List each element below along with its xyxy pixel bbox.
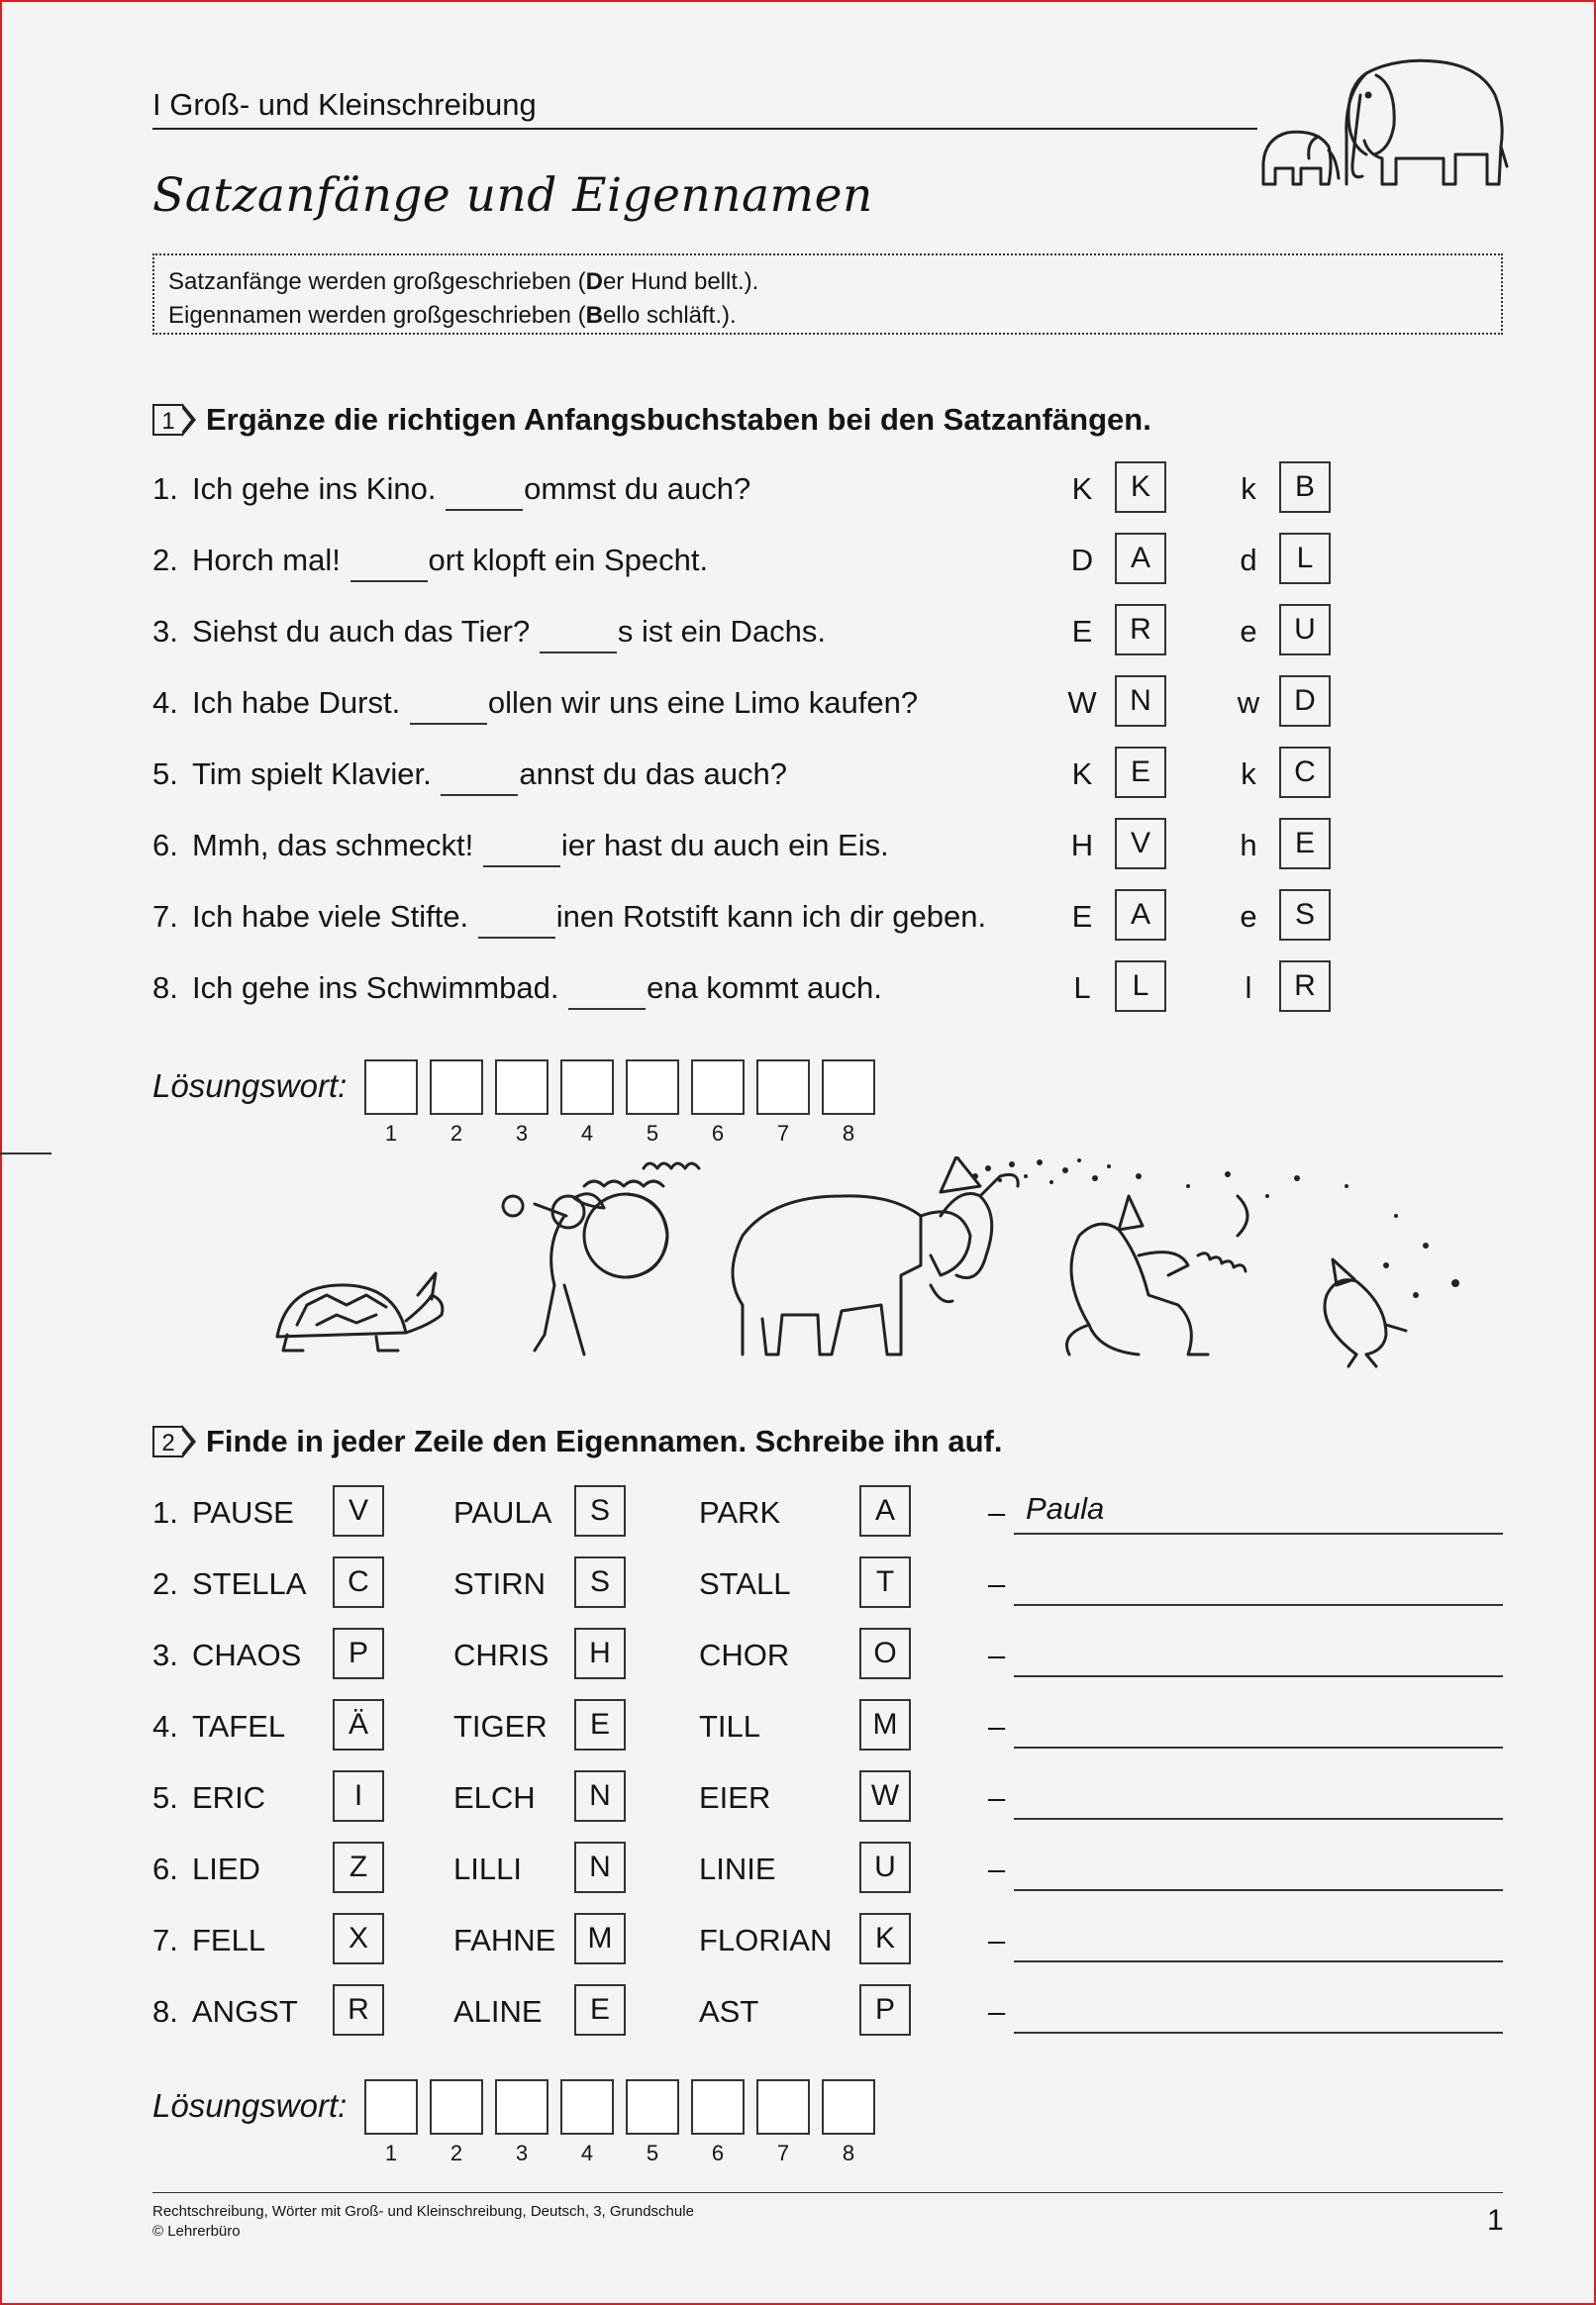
code-letter: A [874, 1494, 895, 1527]
sentence-rest: ollen wir uns eine Limo kaufen? [487, 685, 919, 720]
word-option: AST [699, 1994, 759, 2029]
code-letter: N [589, 1851, 611, 1883]
solution-box-number: 5 [646, 1121, 659, 1146]
task-number: 2 [152, 1426, 182, 1457]
footer [152, 2202, 694, 2242]
sentence-rest: ier hast du auch ein Eis. [560, 828, 889, 862]
code-letter: L [1132, 969, 1149, 1002]
solution-box-number: 6 [711, 1121, 725, 1146]
code-letter-box [333, 1913, 384, 1964]
item-number: 4. [152, 1709, 178, 1744]
solution-box-number: 1 [384, 1121, 398, 1146]
task2-heading [152, 1424, 1002, 1459]
code-letter: S [1294, 898, 1315, 931]
fill-in-blank[interactable] [478, 937, 555, 939]
solution-letter-box[interactable] [756, 2079, 810, 2135]
word-option: CHRIS [453, 1638, 549, 1672]
solution-box-number: 4 [580, 2141, 594, 2165]
code-letter-box [574, 1913, 626, 1964]
solution-box-number: 4 [580, 1121, 594, 1146]
answer-text: Paula [1026, 1491, 1105, 1526]
word-option: FLORIAN [699, 1923, 833, 1957]
solution-letter-box[interactable] [364, 1059, 418, 1115]
task-number-marker [152, 1425, 196, 1458]
solution-box-number: 3 [515, 2141, 529, 2165]
fill-in-blank[interactable] [540, 651, 617, 653]
word-option: CHAOS [192, 1638, 302, 1672]
sentence-start: Ich gehe ins Kino. [192, 471, 437, 506]
code-letter: V [348, 1494, 368, 1527]
sentence-start: Mmh, das schmeckt! [192, 828, 474, 862]
solution-box-number: 7 [776, 2141, 790, 2165]
item-number: 8. [152, 1994, 178, 2029]
uppercase-option: L [1073, 970, 1091, 1005]
solution-box-number: 3 [515, 1121, 529, 1146]
rule-bold-letter: B [585, 302, 603, 329]
code-letter-box [859, 1984, 911, 2036]
rule-text: ello schläft.). [602, 302, 737, 329]
chapter-heading: I Groß- und Kleinschreibung [152, 87, 537, 122]
code-letter-box [859, 1628, 911, 1679]
code-letter-box [574, 1984, 626, 2036]
code-letter: P [348, 1637, 368, 1669]
code-letter: C [348, 1565, 369, 1598]
sentence-start: Ich habe viele Stifte. [192, 899, 469, 934]
rule-text: er Hund bellt.). [602, 268, 759, 295]
elephants-icon [1257, 55, 1511, 190]
code-letter-box [1279, 889, 1331, 941]
code-letter: Z [349, 1851, 368, 1883]
solution-letter-box[interactable] [560, 1059, 614, 1115]
code-letter-box [1115, 818, 1166, 869]
code-letter: K [1130, 470, 1150, 503]
item-number: 2. [152, 1566, 178, 1601]
code-letter-box [1115, 675, 1166, 727]
word-option: CHOR [699, 1638, 790, 1672]
solution-box-number: 2 [449, 1121, 463, 1146]
code-letter-box [1279, 461, 1331, 513]
solution-box-number: 8 [842, 2141, 855, 2165]
code-letter: E [1130, 755, 1150, 788]
fill-in-blank[interactable] [446, 509, 523, 511]
sentence-start: Tim spielt Klavier. [192, 756, 432, 791]
word-option: FAHNE [453, 1923, 556, 1957]
code-letter-box [574, 1628, 626, 1679]
solution-box-number: 7 [776, 1121, 790, 1146]
code-letter: S [589, 1565, 610, 1598]
code-letter-box [1279, 604, 1331, 655]
parade-illustration [248, 1156, 1485, 1386]
solution-letter-box[interactable] [626, 1059, 679, 1115]
code-letter: Ä [348, 1708, 368, 1741]
code-letter: T [875, 1565, 895, 1598]
code-letter-box [1115, 533, 1166, 584]
item-number: 6. [152, 1852, 178, 1886]
code-letter: X [348, 1922, 368, 1954]
dash: – [988, 1852, 1006, 1886]
lowercase-option: k [1241, 756, 1256, 791]
sentence-rest: annst du das auch? [519, 756, 787, 791]
header-rule [152, 128, 1257, 130]
item-number: 2. [152, 543, 178, 577]
sentence-row [152, 899, 986, 939]
uppercase-option: E [1071, 899, 1093, 934]
code-letter: R [1294, 969, 1316, 1002]
solution-letter-box[interactable] [495, 1059, 549, 1115]
code-letter-box [859, 1699, 911, 1751]
code-letter: E [1294, 827, 1315, 859]
answer-line[interactable] [1014, 1889, 1503, 1891]
word-option: PAUSE [192, 1495, 294, 1530]
code-letter: H [589, 1637, 611, 1669]
code-letter-box [574, 1485, 626, 1537]
code-letter: D [1294, 684, 1316, 717]
solution-label: Lösungswort: [152, 1067, 348, 1104]
task-instruction: Ergänze die richtigen Anfangsbuchstaben bei den Satzanfängen. [206, 402, 1151, 437]
code-letter-box [1115, 604, 1166, 655]
code-letter: O [873, 1637, 897, 1669]
uppercase-option: D [1070, 543, 1094, 577]
code-letter-box [333, 1699, 384, 1751]
code-letter-box [333, 1984, 384, 2036]
code-letter: W [870, 1779, 900, 1812]
item-number: 7. [152, 1923, 178, 1957]
page-number: 1 [1487, 2204, 1504, 2237]
footer-source: Rechtschreibung, Wörter mit Groß- und Kleinschreibung, Deutsch, 3, Grundschule [152, 2203, 694, 2220]
code-letter: B [1294, 470, 1315, 503]
dash: – [988, 1994, 1006, 2029]
lowercase-option: e [1240, 899, 1257, 934]
item-number: 5. [152, 756, 178, 791]
code-letter: U [874, 1851, 896, 1883]
word-option: STIRN [453, 1566, 546, 1601]
code-letter: S [589, 1494, 610, 1527]
dash: – [988, 1495, 1006, 1530]
dash: – [988, 1566, 1006, 1601]
fill-in-blank[interactable] [350, 580, 428, 582]
footer-copyright: © Lehrerbüro [152, 2223, 241, 2240]
code-letter-box [1279, 747, 1331, 798]
sentence-start: Horch mal! [192, 543, 341, 577]
code-letter: I [353, 1779, 363, 1812]
code-letter-box [859, 1770, 911, 1822]
uppercase-option: H [1070, 828, 1094, 862]
code-letter: C [1294, 755, 1316, 788]
word-option: PAULA [453, 1495, 552, 1530]
code-letter-box [1115, 747, 1166, 798]
solution-letter-box[interactable] [822, 1059, 875, 1115]
code-letter: K [874, 1922, 895, 1954]
code-letter-box [1279, 675, 1331, 727]
item-number: 3. [152, 1638, 178, 1672]
uppercase-option: K [1071, 756, 1093, 791]
item-number: 7. [152, 899, 178, 934]
dash: – [988, 1709, 1006, 1744]
code-letter-box [1115, 461, 1166, 513]
fill-in-blank[interactable] [441, 794, 518, 796]
answer-line[interactable] [1014, 1533, 1503, 1535]
code-letter: L [1296, 542, 1314, 574]
code-letter: N [1130, 684, 1151, 717]
dash: – [988, 1780, 1006, 1815]
item-number: 4. [152, 685, 178, 720]
solution-letter-box[interactable] [495, 2079, 549, 2135]
item-number: 1. [152, 1495, 178, 1530]
sentence-row [152, 471, 750, 511]
dash: – [988, 1923, 1006, 1957]
sentence-rest: inen Rotstift kann ich dir geben. [555, 899, 987, 934]
solution-box-number: 8 [842, 1121, 855, 1146]
code-letter-box [333, 1628, 384, 1679]
answer-line[interactable] [1014, 2032, 1503, 2034]
sentence-start: Ich habe Durst. [192, 685, 401, 720]
rule-box [152, 253, 1503, 335]
task-number: 1 [152, 404, 182, 436]
task1-heading [152, 402, 1151, 438]
word-option: FELL [192, 1923, 266, 1957]
rule-text: Eigennamen werden großgeschrieben ( [168, 302, 586, 329]
rule-text: Satzanfänge werden großgeschrieben ( [168, 268, 586, 295]
answer-line[interactable] [1014, 1675, 1503, 1677]
word-option: ALINE [453, 1994, 543, 2029]
rule-bold-letter: D [585, 268, 603, 295]
uppercase-option: E [1071, 614, 1093, 649]
code-letter: U [1294, 613, 1316, 646]
solution-letter-box[interactable] [626, 2079, 679, 2135]
sentence-rest: ena kommt auch. [647, 970, 882, 1005]
code-letter-box [574, 1556, 626, 1608]
lowercase-option: e [1240, 614, 1257, 649]
word-option: ANGST [192, 1994, 298, 2029]
solution-letter-box[interactable] [822, 2079, 875, 2135]
solution-letter-box[interactable] [364, 2079, 418, 2135]
word-option: PARK [699, 1495, 781, 1530]
item-number: 6. [152, 828, 178, 862]
sentence-row [152, 614, 826, 653]
word-option: TIGER [453, 1709, 548, 1744]
word-option: TILL [699, 1709, 761, 1744]
answer-line[interactable] [1014, 1960, 1503, 1962]
lowercase-option: w [1237, 685, 1260, 720]
sentence-start: Siehst du auch das Tier? [192, 614, 531, 649]
fill-in-blank[interactable] [410, 723, 487, 725]
item-number: 5. [152, 1780, 178, 1815]
arrow-icon [182, 1425, 196, 1458]
sentence-rest: ort klopft ein Specht. [428, 543, 709, 577]
item-number: 8. [152, 970, 178, 1005]
lowercase-option: d [1240, 543, 1257, 577]
word-option: ELCH [453, 1780, 536, 1815]
answer-line[interactable] [1014, 1747, 1503, 1749]
code-letter-box [333, 1770, 384, 1822]
page-title: Satzanfänge und Eigennamen [152, 168, 873, 223]
task-number-marker [152, 403, 196, 437]
word-option: STELLA [192, 1566, 307, 1601]
sentence-row [152, 756, 787, 796]
code-letter-box [333, 1485, 384, 1537]
solution-letter-box[interactable] [691, 2079, 745, 2135]
code-letter-box [859, 1842, 911, 1893]
solution-box-number: 2 [449, 2141, 463, 2165]
solution-letter-box[interactable] [430, 2079, 483, 2135]
fill-in-blank[interactable] [568, 1008, 646, 1010]
arrow-icon [182, 403, 196, 437]
code-letter: R [348, 1993, 369, 2026]
code-letter-box [574, 1842, 626, 1893]
sentence-row [152, 685, 918, 725]
item-number: 1. [152, 471, 178, 506]
solution-letter-box[interactable] [691, 1059, 745, 1115]
code-letter: E [589, 1993, 610, 2026]
code-letter-box [574, 1699, 626, 1751]
code-letter-box [1115, 960, 1166, 1012]
code-letter-box [859, 1556, 911, 1608]
solution-letter-box[interactable] [430, 1059, 483, 1115]
code-letter-box [574, 1770, 626, 1822]
solution-box-number: 6 [711, 2141, 725, 2165]
code-letter: A [1130, 542, 1150, 574]
sentence-row [152, 543, 708, 582]
code-letter-box [1279, 818, 1331, 869]
lowercase-option: k [1241, 471, 1256, 506]
code-letter: V [1130, 827, 1150, 859]
code-letter: E [589, 1708, 610, 1741]
answer-line[interactable] [1014, 1604, 1503, 1606]
code-letter: N [589, 1779, 611, 1812]
code-letter-box [859, 1485, 911, 1537]
word-option: LIED [192, 1852, 260, 1886]
lowercase-option: h [1240, 828, 1257, 862]
sentence-row [152, 970, 882, 1010]
code-letter: M [587, 1922, 613, 1954]
sentence-row [152, 828, 889, 867]
code-letter-box [1115, 889, 1166, 941]
item-number: 3. [152, 614, 178, 649]
word-option: EIER [699, 1780, 771, 1815]
uppercase-option: W [1067, 685, 1097, 720]
code-letter: R [1130, 613, 1151, 646]
sentence-start: Ich gehe ins Schwimmbad. [192, 970, 559, 1005]
code-letter-box [333, 1842, 384, 1893]
code-letter-box [1279, 533, 1331, 584]
solution-box-number: 5 [646, 2141, 659, 2165]
word-option: LILLI [453, 1852, 522, 1886]
sentence-rest: s ist ein Dachs. [617, 614, 827, 649]
code-letter: P [874, 1993, 895, 2026]
code-letter: M [872, 1708, 898, 1741]
task-instruction: Finde in jeder Zeile den Eigennamen. Schreibe ihn auf. [206, 1424, 1003, 1458]
solution-box-number: 1 [384, 2141, 398, 2165]
fold-mark [0, 1152, 51, 1154]
uppercase-option: K [1071, 471, 1093, 506]
answer-line[interactable] [1014, 1818, 1503, 1820]
code-letter-box [859, 1913, 911, 1964]
sentence-rest: ommst du auch? [524, 471, 751, 506]
solution-letter-box[interactable] [756, 1059, 810, 1115]
word-option: LINIE [699, 1852, 776, 1886]
word-option: ERIC [192, 1780, 266, 1815]
solution-letter-box[interactable] [560, 2079, 614, 2135]
code-letter-box [1279, 960, 1331, 1012]
solution-label: Lösungswort: [152, 2087, 348, 2124]
footer-rule [152, 2192, 1503, 2193]
word-option: TAFEL [192, 1709, 286, 1744]
code-letter: A [1130, 898, 1150, 931]
lowercase-option: l [1245, 970, 1252, 1005]
code-letter-box [333, 1556, 384, 1608]
dash: – [988, 1638, 1006, 1672]
fill-in-blank[interactable] [483, 865, 560, 867]
word-option: STALL [699, 1566, 791, 1601]
